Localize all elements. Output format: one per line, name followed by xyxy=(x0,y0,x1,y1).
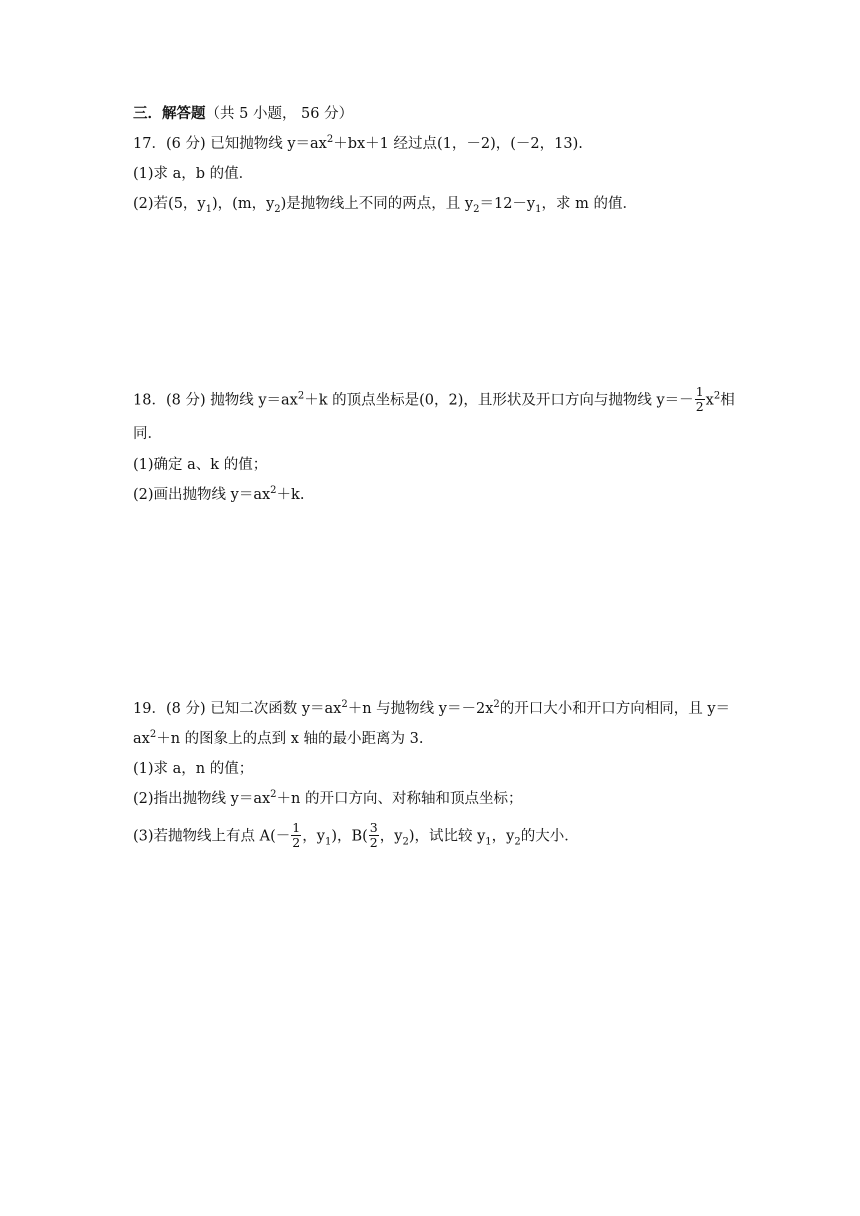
q19-part-3: (3)若抛物线上有点 A(－ $\frac{1}{2}$ ，$y_1$)，B( $\frac{3}{2}$ ，$y_2$)，试比较 $y_1$，$y_2$的大小． xyxy=(133,820,579,850)
superscript: 2 xyxy=(270,789,277,801)
q18-part-1: (1)确定 a、k 的值； xyxy=(133,457,268,473)
superscript: 2 xyxy=(297,390,305,402)
superscript: 2 xyxy=(341,699,348,711)
subscript: 1 xyxy=(205,203,212,215)
fraction-denominator: 2 xyxy=(695,399,704,414)
subscript: 2 xyxy=(473,203,480,215)
subscript: 2 xyxy=(274,203,281,215)
subscript: 1 xyxy=(485,836,492,848)
superscript: 2 xyxy=(493,699,500,711)
fraction xyxy=(695,385,705,414)
fraction-denominator: 2 xyxy=(369,835,378,850)
fraction-denominator: 2 xyxy=(292,835,301,850)
section-heading xyxy=(133,104,353,124)
subscript: 1 xyxy=(324,836,332,848)
subscript: 2 xyxy=(514,836,521,848)
section-note: （共 5 小题， 56 分） xyxy=(205,106,354,122)
superscript: 2 xyxy=(713,390,721,402)
subscript: 1 xyxy=(535,203,542,215)
fraction xyxy=(291,821,301,850)
superscript: 2 xyxy=(326,134,334,146)
superscript: 2 xyxy=(270,485,277,497)
section-title: 三．解答题 xyxy=(133,105,206,122)
fraction xyxy=(369,821,379,850)
superscript: 2 xyxy=(149,729,157,741)
fraction-numerator: 1 xyxy=(695,384,704,399)
q18-part-2: (2)画出抛物线 $y=ax^2+k$. xyxy=(133,485,305,503)
q19-part-1: (1)求 a，n 的值； xyxy=(133,761,254,777)
q18-stem: 18．(8 分) 抛物线 $y=ax^2+k$ 的顶点坐标是(0，2)，且形状及开口方向与抛物线 y＝－ $\frac{1}{2}$ $x^2$相 xyxy=(133,384,735,414)
q19-stem: 19．(8 分) 已知二次函数 $y=ax^2+n$ 与抛物线 $y=-2x^2$的开口大小和开口方向相同，且 y＝ xyxy=(133,699,731,717)
q19-part-2: (2)指出抛物线 $y=ax^2+n$ 的开口方向、对称轴和顶点坐标； xyxy=(133,789,523,807)
q17-part-2: (2)若(5，$y_1$)，(m，$y_2$)是抛物线上不同的两点，且 $y_2=12-y_1$，求 m 的值． xyxy=(133,196,637,215)
fraction-numerator: 1 xyxy=(292,820,301,835)
subscript: 2 xyxy=(402,836,409,848)
q17-part-1: (1)求 a，b 的值． xyxy=(133,166,254,182)
q17-stem: 17．(6 分) 已知抛物线 $y=ax^2+bx+1$ 经过点(1，－2)，(－2，13). xyxy=(133,134,583,152)
fraction-numerator: 3 xyxy=(369,820,378,835)
q18-stem-cont: 同． xyxy=(133,426,162,442)
q19-stem-cont: $ax^2+n$ 的图象上的点到 x 轴的最小距离为 3. xyxy=(133,729,424,747)
